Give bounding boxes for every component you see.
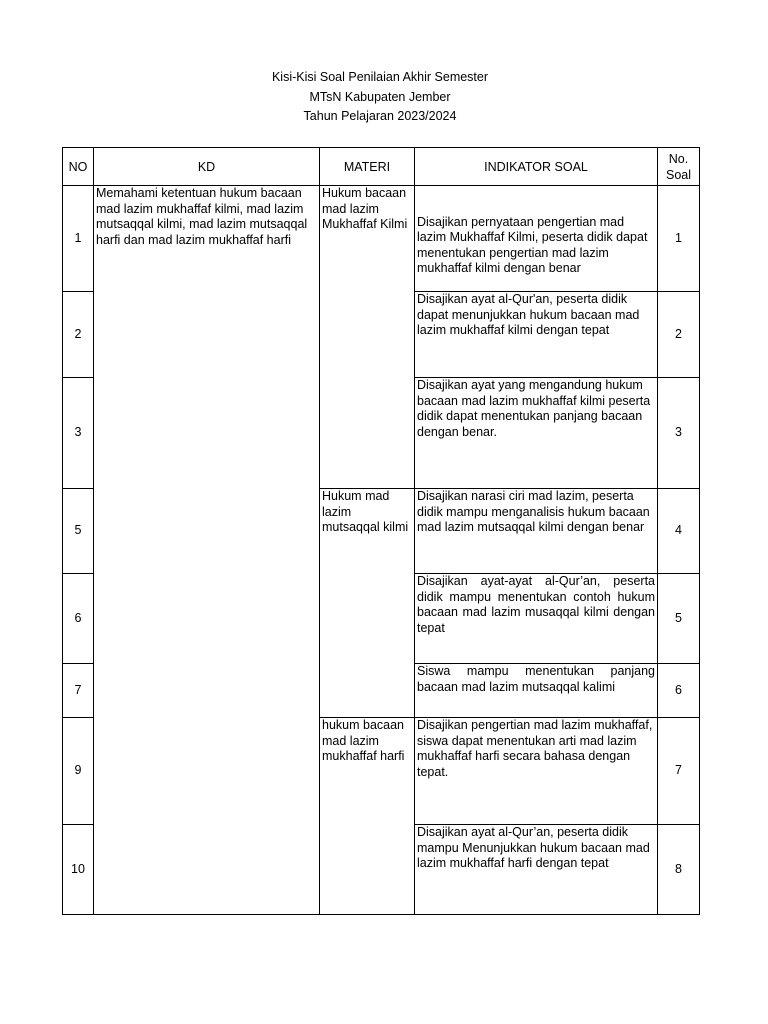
row-number: 2	[63, 292, 94, 378]
document-header	[0, 68, 760, 127]
row-number: 10	[63, 825, 94, 915]
materi-cell	[320, 718, 415, 915]
materi-cell	[320, 489, 415, 718]
indikator-cell: Disajikan pengertian mad lazim mukhaffaf, siswa dapat menentukan arti mad lazim mukhaffaf harfi secara bahasa dengan tepat.	[415, 718, 658, 825]
academic-year: Tahun Pelajaran 2023/2024	[303, 109, 457, 123]
indikator-cell: Disajikan ayat al-Qur’an, peserta didik mampu Menunjukkan hukum bacaan mad lazim mukhaffaf harfi dengan tepat	[415, 825, 658, 915]
row-number: 3	[63, 378, 94, 489]
table-row	[63, 186, 700, 292]
soal-number: 6	[658, 664, 700, 718]
column-header-no-soal: No. Soal	[658, 148, 700, 186]
materi-text: Hukum mad lazim mutsaqqal kilmi	[322, 489, 409, 534]
column-header-no: NO	[63, 148, 94, 186]
soal-number: 5	[658, 574, 700, 664]
kisi-kisi-table	[62, 147, 700, 915]
soal-number: 7	[658, 718, 700, 825]
indikator-cell: Disajikan ayat al-Qur'an, peserta didik dapat menunjukkan hukum bacaan mad lazim mukhaffaf kilmi dengan tepat	[415, 292, 658, 378]
materi-text: Hukum bacaan mad lazim Mukhaffaf Kilmi	[322, 186, 408, 231]
materi-text: hukum bacaan mad lazim mukhaffaf harfi	[322, 718, 405, 763]
column-header-kd: KD	[94, 148, 320, 186]
row-number: 9	[63, 718, 94, 825]
column-header-materi: MATERI	[320, 148, 415, 186]
row-number: 5	[63, 489, 94, 574]
column-header-indikator: INDIKATOR SOAL	[415, 148, 658, 186]
indikator-cell: Disajikan pernyataan pengertian mad lazim Mukhaffaf Kilmi, peserta didik dapat menentukan pengertian mad lazim mukhaffaf kilmi dengan benar	[415, 186, 658, 292]
table-header-row	[63, 148, 700, 186]
soal-number: 3	[658, 378, 700, 489]
indikator-cell: Disajikan ayat yang mengandung hukum bacaan mad lazim mukhaffaf kilmi peserta didik dapat menentukan panjang bacaan dengan benar.	[415, 378, 658, 489]
indikator-cell: Disajikan narasi ciri mad lazim, peserta didik mampu menganalisis hukum bacaan mad lazim mutsaqqal kilmi dengan benar	[415, 489, 658, 574]
document-title: Kisi-Kisi Soal Penilaian Akhir Semester	[271, 70, 489, 84]
kd-text: Memahami ketentuan hukum bacaan mad lazim mukhaffaf kilmi, mad lazim mutsaqqal kilmi, mad lazim mutsaqqal harfi dan mad lazim mukhaffaf harfi	[96, 186, 308, 247]
soal-number: 4	[658, 489, 700, 574]
row-number: 6	[63, 574, 94, 664]
indikator-cell: Siswa mampu menentukan panjang bacaan mad lazim mutsaqqal kalimi	[415, 664, 658, 718]
indikator-cell: Disajikan ayat-ayat al-Qur’an, peserta didik mampu menentukan contoh hukum bacaan mad lazim musaqqal kilmi dengan tepat	[415, 574, 658, 664]
row-number: 7	[63, 664, 94, 718]
soal-number: 8	[658, 825, 700, 915]
soal-number: 1	[658, 186, 700, 292]
school-name: MTsN Kabupaten Jember	[309, 89, 451, 104]
row-number: 1	[63, 186, 94, 292]
materi-cell	[320, 186, 415, 489]
soal-number: 2	[658, 292, 700, 378]
kd-cell	[94, 186, 320, 915]
